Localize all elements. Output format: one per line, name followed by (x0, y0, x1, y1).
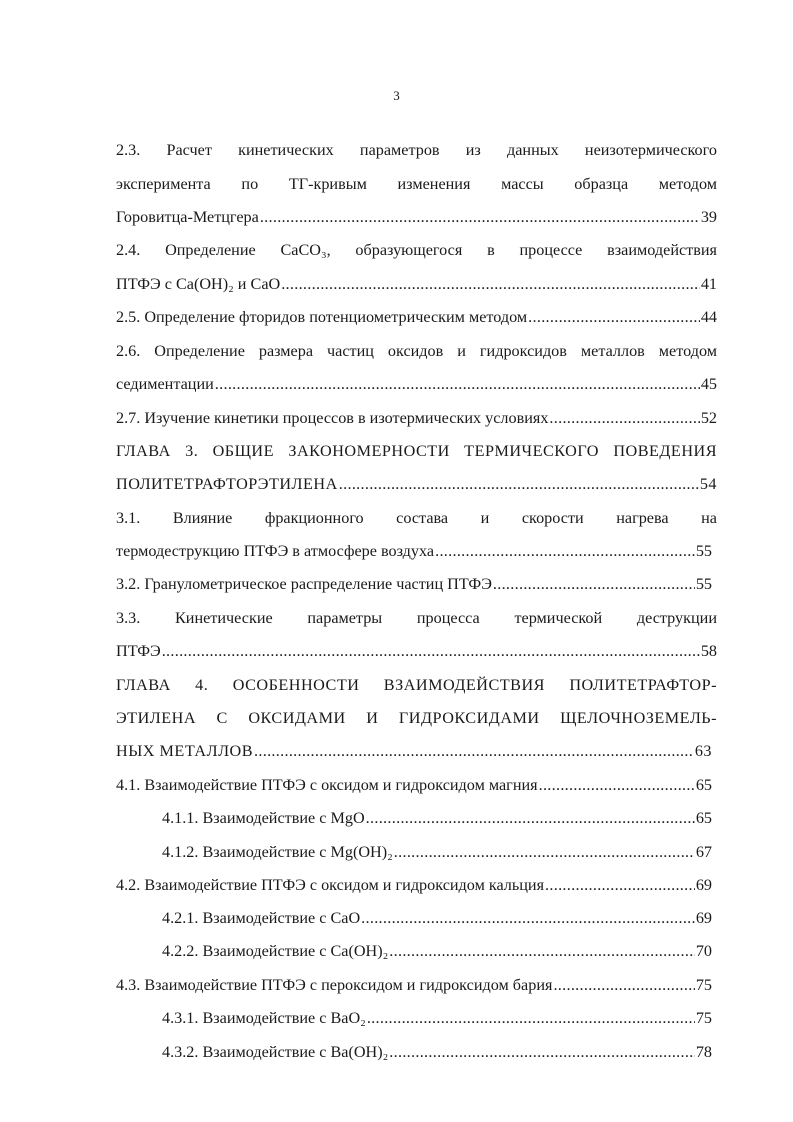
leader-dots (162, 641, 700, 661)
toc-chapter-4-line-2: ЭТИЛЕНА С ОКСИДАМИ И ГИДРОКСИДАМИ ЩЕЛОЧНОЗЕМЕЛЬ- (116, 709, 717, 727)
toc-chapter-4-line-1: ГЛАВА 4. ОСОБЕННОСТИ ВЗАИМОДЕЙСТВИЯ ПОЛИТЕТРАФТОР- (116, 676, 717, 694)
toc-entry-4-1-2-title: 4.1.2. Взаимодействие с Mg(OH)₂ (162, 843, 393, 861)
toc-entry-4-2-title: 4.2. Взаимодействие ПТФЭ с оксидом и гидроксидом кальция (116, 876, 545, 894)
toc-entry-2-4-page: 41 (700, 275, 717, 293)
toc-entry-4-1-1 (162, 808, 712, 828)
toc-entry-4-1-2 (162, 842, 712, 862)
toc-entry-2-5-title: 2.5. Определение фторидов потенциометрическим методом (116, 308, 528, 326)
toc-entry-2-6-line-1: 2.6. Определение размера частиц оксидов и гидроксидов металлов методом (116, 342, 717, 360)
toc-entry-4-3-2-title: 4.3.2. Взаимодействие с Ba(OH)₂ (162, 1043, 389, 1061)
leader-dots (367, 1008, 695, 1028)
toc-entry-4-3-2 (162, 1042, 712, 1062)
toc-entry-4-3 (116, 975, 712, 995)
toc-entry-3-3-line-2 (116, 641, 717, 661)
leader-dots (215, 374, 700, 394)
toc-entry-2-4-line-1: 2.4. Определение CaCO₃, образующегося в процессе взаимодействия (116, 241, 717, 259)
toc-entry-2-5 (116, 307, 717, 327)
toc-entry-2-4-line-2 (116, 274, 717, 294)
toc-entry-2-3-title-end: Горовитца-Метцгера (116, 208, 259, 226)
toc-entry-2-3-line-1: 2.3. Расчет кинетических параметров из данных неизотермического (116, 141, 717, 159)
toc-chapter-4-title-end: НЫХ МЕТАЛЛОВ (116, 742, 254, 760)
toc-entry-4-2-page: 69 (695, 876, 712, 894)
leader-dots (281, 274, 700, 294)
toc-entry-2-7-page: 52 (700, 409, 717, 427)
toc-entry-2-4-title-end: ПТФЭ с Ca(OH)₂ и CaO (116, 275, 281, 293)
toc-entry-4-3-1-title: 4.3.1. Взаимодействие с BaO₂ (162, 1009, 366, 1027)
toc-chapter-3-line-1: ГЛАВА 3. ОБЩИЕ ЗАКОНОМЕРНОСТИ ТЕРМИЧЕСКОГО ПОВЕДЕНИЯ (116, 442, 717, 460)
leader-dots (539, 775, 695, 795)
toc-entry-3-2-title: 3.2. Гранулометрическое распределение частиц ПТФЭ (116, 575, 492, 593)
toc-chapter-4-line-3 (116, 741, 712, 761)
toc-entry-3-1-line-2 (116, 541, 712, 561)
toc-entry-4-2-1-title: 4.2.1. Взаимодействие с CaO (162, 909, 361, 927)
leader-dots (389, 1042, 695, 1062)
leader-dots (366, 808, 695, 828)
toc-entry-4-2-1 (162, 908, 712, 928)
toc-entry-4-2-2-page: 70 (695, 942, 712, 960)
toc-entry-2-3-line-2: эксперимента по ТГ-кривым изменения массы образца методом (116, 175, 717, 193)
toc-chapter-3-title-end: ПОЛИТЕТРАФТОРЭТИЛЕНА (116, 475, 338, 493)
leader-dots (361, 908, 695, 928)
toc-entry-4-3-2-page: 78 (695, 1043, 712, 1061)
toc-entry-4-2-1-page: 69 (695, 909, 712, 927)
leader-dots (435, 541, 695, 561)
toc-entry-4-1-1-page: 65 (695, 809, 712, 827)
toc-entry-3-3-line-1: 3.3. Кинетические параметры процесса термической деструкции (116, 609, 717, 627)
toc-entry-4-1-1-title: 4.1.1. Взаимодействие с MgO (162, 809, 365, 827)
toc-entry-4-3-1 (162, 1008, 712, 1028)
toc-entry-2-6-title-end: седиментации (116, 375, 214, 393)
leader-dots (549, 408, 699, 428)
toc-entry-4-3-title: 4.3. Взаимодействие ПТФЭ с пероксидом и гидроксидом бария (116, 976, 553, 994)
toc-entry-3-3-page: 58 (700, 642, 717, 660)
toc-entry-4-3-page: 75 (695, 976, 712, 994)
leader-dots (553, 975, 694, 995)
leader-dots (389, 941, 695, 961)
toc-entry-3-3-title-end: ПТФЭ (116, 642, 161, 660)
leader-dots (339, 474, 699, 494)
toc-chapter-4-page: 63 (694, 742, 712, 760)
toc-entry-2-7-title: 2.7. Изучение кинетики процессов в изотермических условиях (116, 409, 549, 427)
toc-entry-2-3-line-3 (116, 207, 717, 227)
toc-chapter-3-line-2 (116, 474, 717, 494)
toc-entry-3-1-line-1: 3.1. Влияние фракционного состава и скорости нагрева на (116, 509, 717, 527)
toc-entry-4-1-page: 65 (695, 776, 712, 794)
toc-entry-4-1-title: 4.1. Взаимодействие ПТФЭ с оксидом и гидроксидом магния (116, 776, 538, 794)
toc-entry-4-2 (116, 875, 712, 895)
toc-chapter-3-page: 54 (699, 475, 717, 493)
toc-entry-4-2-2-title: 4.2.2. Взаимодействие с Ca(OH)₂ (162, 942, 389, 960)
leader-dots (493, 574, 695, 594)
toc-entry-4-1-2-page: 67 (695, 843, 712, 861)
toc-entry-3-1-page: 55 (695, 542, 712, 560)
leader-dots (394, 842, 695, 862)
toc-entry-4-1 (116, 775, 712, 795)
toc-entry-2-3-page: 39 (700, 208, 717, 226)
toc-entry-2-6-line-2 (116, 374, 717, 394)
toc-entry-4-3-1-page: 75 (695, 1009, 712, 1027)
toc-entry-3-1-title-end: термодеструкцию ПТФЭ в атмосфере воздуха (116, 542, 435, 560)
toc-entry-3-2-page: 55 (695, 575, 712, 593)
toc-entry-3-2 (116, 574, 712, 594)
toc-entry-2-6-page: 45 (700, 375, 717, 393)
leader-dots (260, 207, 700, 227)
leader-dots (528, 307, 700, 327)
toc-entry-4-2-2 (162, 941, 712, 961)
leader-dots (545, 875, 695, 895)
toc-entry-2-7 (116, 408, 717, 428)
leader-dots (254, 741, 694, 761)
toc-entry-2-5-page: 44 (700, 308, 717, 326)
page-number: 3 (393, 88, 400, 103)
